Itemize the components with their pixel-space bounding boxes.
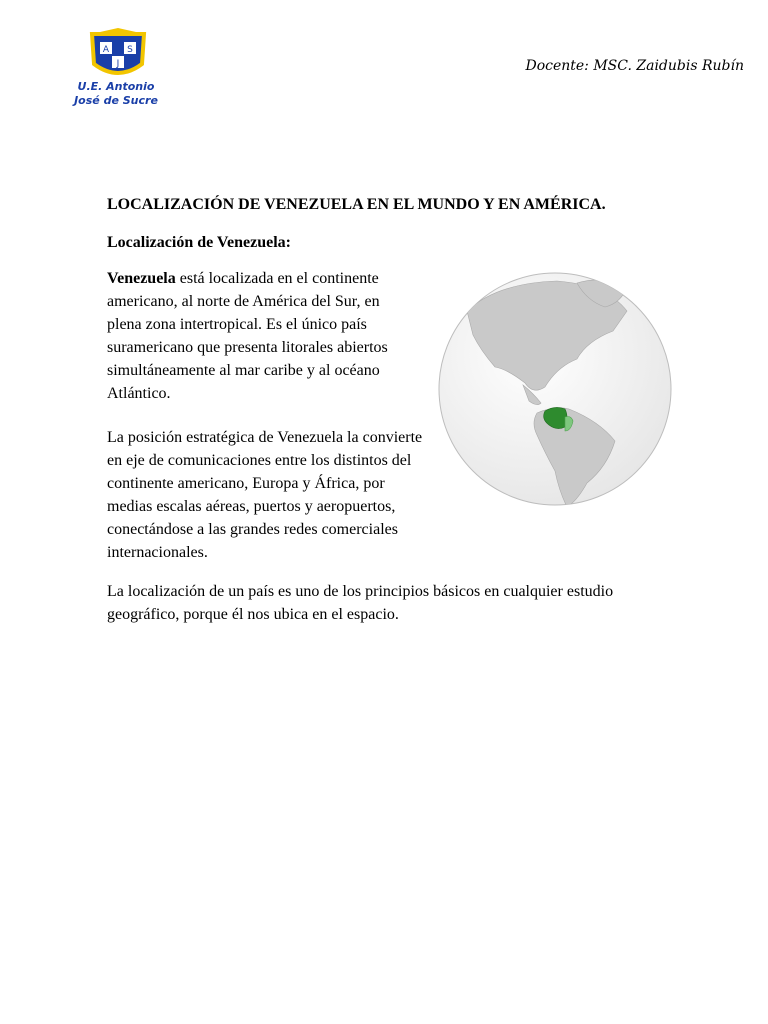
logo-initial-j: J bbox=[116, 59, 120, 69]
school-name-line2: José de Sucre bbox=[74, 94, 158, 107]
venezuela-bold: Venezuela bbox=[107, 270, 176, 287]
teacher-name: Docente: MSC. Zaidubis Rubín bbox=[525, 58, 744, 74]
logo-initial-a: A bbox=[102, 45, 110, 55]
section-heading: Localización de Venezuela: bbox=[107, 234, 291, 251]
paragraph-location bbox=[107, 267, 417, 405]
school-name bbox=[66, 80, 166, 108]
paragraph-principles: La localización de un país es uno de los principios básicos en cualquier estudio geográfico, porque él nos ubica en el espacio. bbox=[107, 583, 614, 623]
paragraph-strategic-position: La posición estratégica de Venezuela la convierte en eje de comunicaciones entre los distintos del continente americano, Europa y África, por medias escalas aéreas, puertos y aeropuertos, conectándose a las grandes redes comerciales internacionales. bbox=[107, 429, 423, 561]
globe-map-image bbox=[437, 271, 673, 507]
document-title: LOCALIZACIÓN DE VENEZUELA EN EL MUNDO Y EN AMÉRICA. bbox=[107, 196, 606, 213]
school-name-line1: U.E. Antonio bbox=[77, 80, 155, 93]
logo-initial-s: S bbox=[127, 45, 133, 55]
paragraph-location-text: está localizada en el continente americano, al norte de América del Sur, en plena zona intertropical. Es el único país suramericano que presenta litorales abiertos simultáneamente al mar caribe y al océano Atlántico. bbox=[107, 270, 388, 402]
